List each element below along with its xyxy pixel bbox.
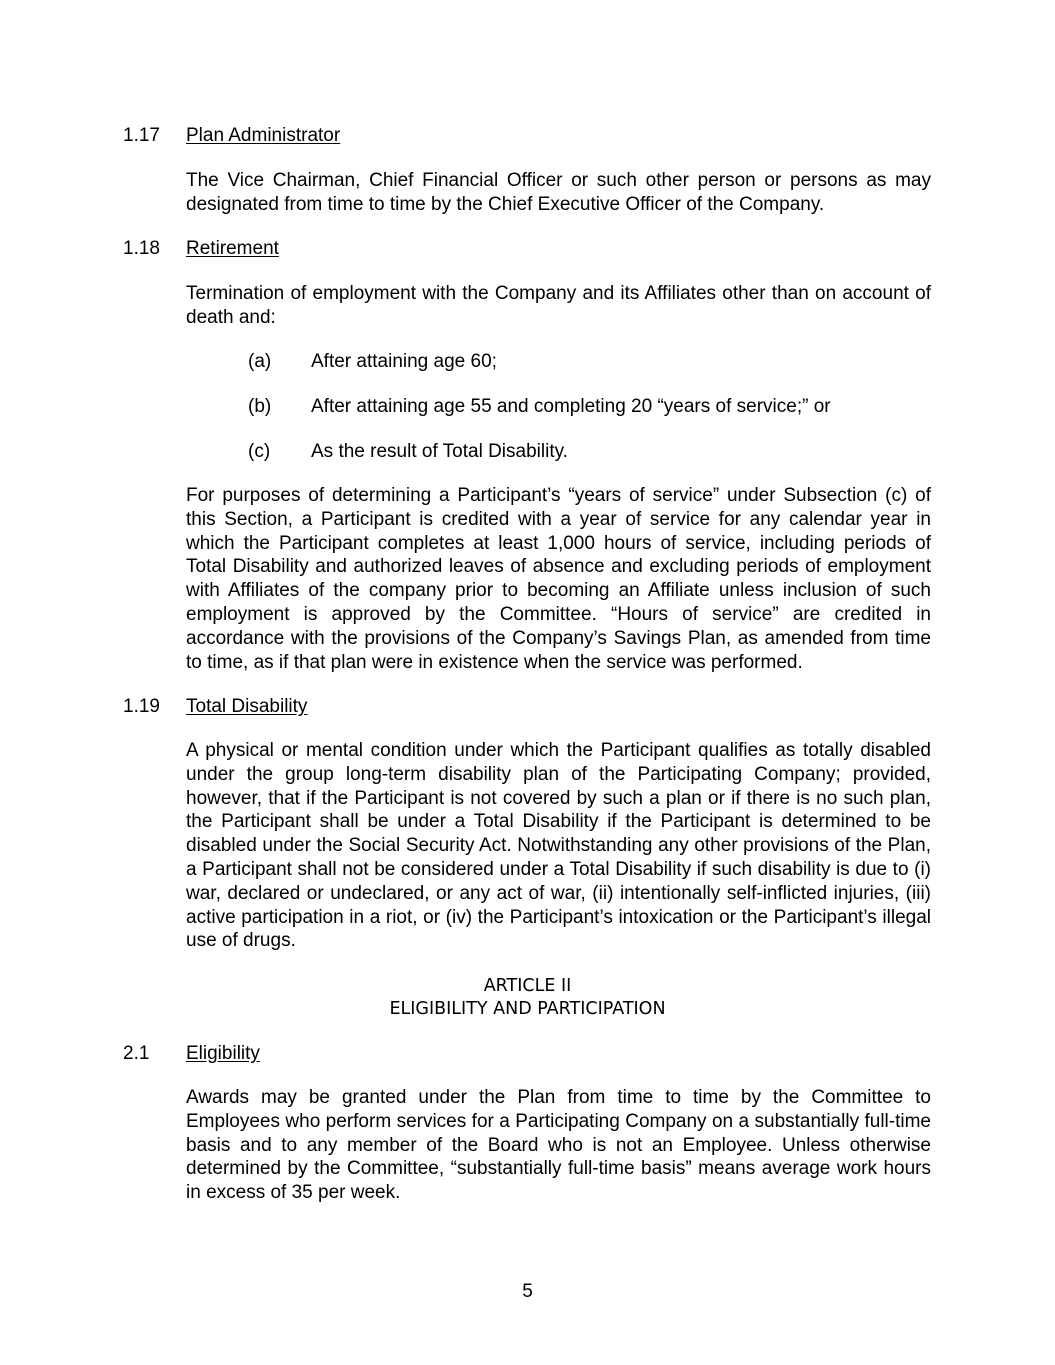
page-number: 5 bbox=[522, 1281, 533, 1302]
section-heading-1-19 bbox=[123, 695, 307, 719]
list-item-label: (a) bbox=[248, 351, 272, 372]
section-2-1-body: Awards may be granted under the Plan from time to time by the Committee to Employees who perform services for a Participating Company on a substantially full-time basis and to any member of the Board who is not an Employee. Unless otherwise determined by the Committee, “substantially full-time basis” means average work hours in excess of 35 per week. bbox=[186, 1087, 931, 1204]
list-item-text: After attaining age 60; bbox=[311, 351, 497, 372]
article-heading-line-2: ELIGIBILITY AND PARTICIPATION bbox=[389, 999, 666, 1019]
list-item bbox=[248, 440, 568, 464]
section-number: 1.17 bbox=[123, 125, 160, 146]
list-item-text: After attaining age 55 and completing 20 “years of service;” or bbox=[311, 396, 831, 417]
list-item bbox=[248, 350, 497, 374]
section-number: 1.18 bbox=[123, 238, 160, 259]
list-item-label: (b) bbox=[248, 396, 272, 417]
section-1-19-body: A physical or mental condition under which the Participant qualifies as totally disabled under the group long-term disability plan of the Participating Company; provided, however, that if the Participant is not covered by such a plan or if there is no such plan, the Participant shall be under a Total Disability if the Participant is determined to be disabled under the Social Security Act. Notwithstanding any other provisions of the Plan, a Participant shall not be considered under a Total Disability if such disability is due to (i) war, declared or undeclared, or any act of war, (ii) intentionally self-inflicted injuries, (iii) active participation in a riot, or (iv) the Participant’s intoxication or the Participant’s illegal use of drugs. bbox=[186, 740, 931, 952]
list-item-text: As the result of Total Disability. bbox=[311, 441, 568, 462]
section-title: Total Disability bbox=[186, 696, 308, 717]
section-number: 2.1 bbox=[123, 1043, 150, 1064]
section-title: Plan Administrator bbox=[186, 125, 341, 146]
section-heading-2-1 bbox=[123, 1042, 260, 1066]
section-1-18-intro: Termination of employment with the Company and its Affiliates other than on account of death and: bbox=[186, 283, 931, 328]
section-number: 1.19 bbox=[123, 696, 160, 717]
list-item bbox=[248, 395, 831, 419]
section-heading-1-17 bbox=[123, 124, 340, 148]
section-heading-1-18 bbox=[123, 237, 279, 261]
section-1-17-body: The Vice Chairman, Chief Financial Officer or such other person or persons as may designated from time to time by the Chief Executive Officer of the Company. bbox=[186, 170, 931, 215]
section-title: Retirement bbox=[186, 238, 279, 259]
article-heading-line-1: ARTICLE II bbox=[483, 976, 572, 996]
section-1-18-body: For purposes of determining a Participant’s “years of service” under Subsection (c) of this Section, a Participant is credited with a year of service for any calendar year in which the Participant completes at least 1,000 hours of service, including periods of Total Disability and authorized leaves of absence and excluding periods of employment with Affiliates of the company prior to becoming an Affiliate unless inclusion of such employment is approved by the Committee. “Hours of service” are credited in accordance with the provisions of the Company’s Savings Plan, as amended from time to time, as if that plan were in existence when the service was performed. bbox=[186, 485, 931, 673]
list-item-label: (c) bbox=[248, 441, 271, 462]
section-title: Eligibility bbox=[186, 1043, 260, 1064]
